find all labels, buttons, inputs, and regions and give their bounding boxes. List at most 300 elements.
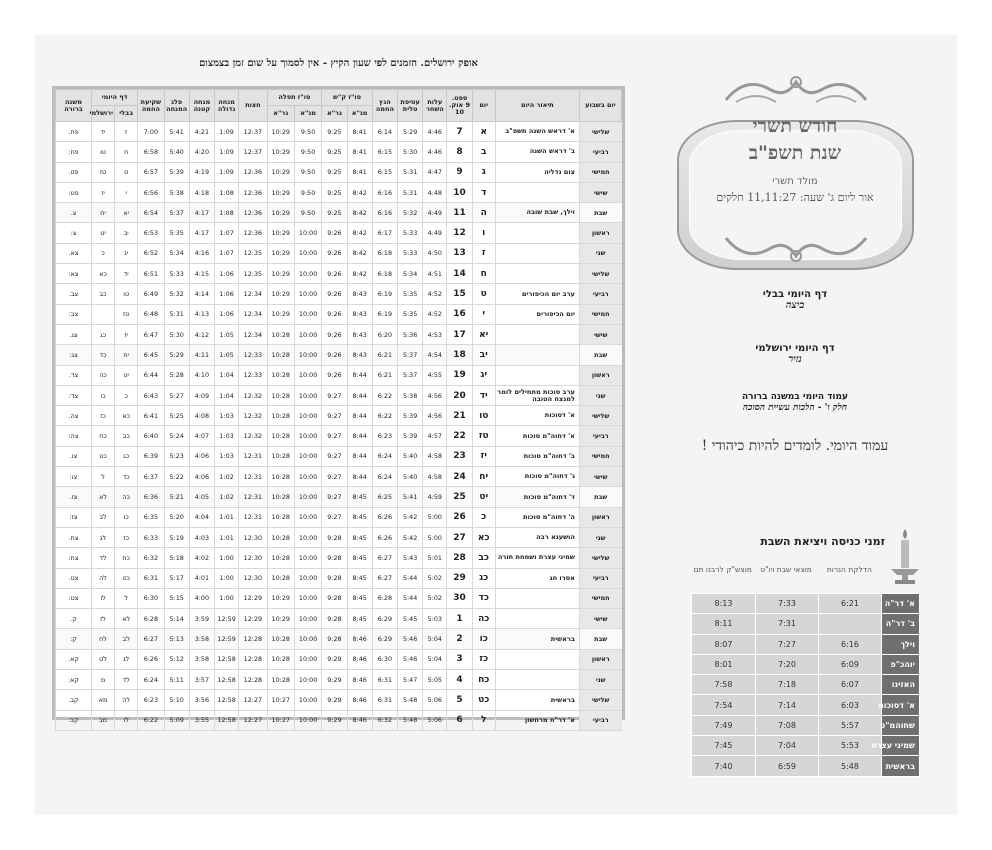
- header-tallit: עטיפת טלית: [398, 90, 423, 122]
- header-yerushalmi: ירושלמי: [91, 106, 114, 122]
- row-daf-yerushalmi: כח: [91, 426, 114, 446]
- row-shkia: 6:53: [138, 223, 164, 243]
- row-mincha-gedola: 1:09: [215, 122, 239, 142]
- row-chatzot: 12:31: [239, 446, 267, 466]
- row-hebrew-day: א: [472, 122, 495, 142]
- row-gregorian-day: 5: [447, 690, 472, 710]
- row-tallit: 5:41: [398, 487, 423, 507]
- row-mishna-berura: צד.: [56, 365, 92, 385]
- row-chatzot: 12:27: [239, 690, 267, 710]
- row-description: ערב סוכות מתחילים לומר למנצח הטובה: [495, 385, 579, 405]
- row-shema-mga: 8:46: [347, 670, 372, 690]
- table-row: [56, 548, 622, 568]
- row-tefila-mga: 10:00: [294, 710, 321, 730]
- shabbat-row: [692, 695, 920, 715]
- daf-bavli-value: ביצה: [785, 300, 805, 311]
- row-description: [495, 345, 579, 365]
- row-mincha-ketana: 4:17: [189, 203, 214, 223]
- row-alot: 5:05: [423, 670, 447, 690]
- daf-yerushalmi-title: דף היומי ירושלמי: [755, 343, 835, 354]
- shabbat-row-rt: 7:49: [692, 715, 756, 735]
- row-tefila-gra: 10:28: [267, 385, 294, 405]
- row-description: בראשית: [495, 629, 579, 649]
- row-plag: 5:20: [164, 507, 189, 527]
- row-gregorian-day: 4: [447, 670, 472, 690]
- row-mincha-ketana: 4:00: [189, 588, 214, 608]
- row-mincha-gedola: 1:07: [215, 243, 239, 263]
- row-mincha-ketana: 4:11: [189, 345, 214, 365]
- row-tallit: 5:42: [398, 507, 423, 527]
- shabbat-row-name: בראשית: [882, 756, 920, 776]
- row-shkia: 7:00: [138, 122, 164, 142]
- row-shema-gra: 9:27: [322, 406, 347, 426]
- row-daf-bavli: יג: [115, 243, 138, 263]
- shabbat-row-name: וילך: [882, 634, 920, 654]
- row-plag: 5:14: [164, 609, 189, 629]
- row-daf-bavli: ט: [115, 162, 138, 182]
- row-alot: 5:02: [423, 588, 447, 608]
- row-hanetz: 6:16: [372, 182, 397, 202]
- row-shema-mga: 8:46: [347, 649, 372, 669]
- row-tefila-mga: 10:00: [294, 426, 321, 446]
- row-gregorian-day: 3: [447, 649, 472, 669]
- row-daf-bavli: יט: [115, 365, 138, 385]
- row-daf-bavli: לו: [115, 710, 138, 730]
- row-daf-bavli: לה: [115, 690, 138, 710]
- row-mishna-berura: צח:: [56, 548, 92, 568]
- row-shema-gra: 9:27: [322, 426, 347, 446]
- row-shkia: 6:31: [138, 568, 164, 588]
- daf-bavli-title: דף היומי בבלי: [762, 289, 828, 300]
- row-mincha-ketana: 4:04: [189, 507, 214, 527]
- row-tefila-mga: 10:00: [294, 304, 321, 324]
- row-shkia: 6:54: [138, 203, 164, 223]
- row-description: [495, 324, 579, 344]
- row-shkia: 6:57: [138, 162, 164, 182]
- row-hebrew-day: יח: [472, 467, 495, 487]
- row-plag: 5:19: [164, 527, 189, 547]
- row-mincha-ketana: 4:08: [189, 406, 214, 426]
- row-chatzot: 12:32: [239, 426, 267, 446]
- row-shema-gra: 9:29: [322, 649, 347, 669]
- row-mishna-berura: צו:: [56, 467, 92, 487]
- row-mishna-berura: צב.: [56, 284, 92, 304]
- row-gregorian-day: 28: [447, 548, 472, 568]
- header-chatzot: חצות: [239, 90, 267, 122]
- row-gregorian-day: 26: [447, 507, 472, 527]
- row-shkia: 6:52: [138, 243, 164, 263]
- header-shema-group: סו"ז ק"ש: [322, 90, 372, 106]
- row-daf-bavli: יב: [115, 223, 138, 243]
- shabbat-row: [692, 594, 920, 614]
- row-tefila-gra: 10:29: [267, 162, 294, 182]
- row-day-of-week: רביעי: [579, 710, 621, 730]
- row-shkia: 6:44: [138, 365, 164, 385]
- shabbat-row-rt: 8:13: [692, 594, 756, 614]
- row-description: ג' דחוה"מ סוכות: [495, 467, 579, 487]
- row-tefila-mga: 10:00: [294, 467, 321, 487]
- row-mishna-berura: צ.: [56, 203, 92, 223]
- header-day-of-week: יום בשבוע: [579, 90, 621, 122]
- row-daf-yerushalmi: טז: [91, 162, 114, 182]
- row-mincha-gedola: 12:58: [215, 670, 239, 690]
- row-day-of-week: ראשון: [579, 223, 621, 243]
- shabbat-row-motzei: 7:33: [756, 594, 819, 614]
- row-tefila-gra: 10:28: [267, 568, 294, 588]
- row-hanetz: 6:26: [372, 507, 397, 527]
- row-chatzot: 12:32: [239, 406, 267, 426]
- table-row: [56, 203, 622, 223]
- row-tefila-mga: 10:00: [294, 527, 321, 547]
- shabbat-row-candles: 6:03: [819, 695, 882, 715]
- row-shkia: 6:45: [138, 345, 164, 365]
- row-mishna-berura: צג.: [56, 324, 92, 344]
- row-tefila-mga: 10:00: [294, 345, 321, 365]
- row-tefila-mga: 10:00: [294, 385, 321, 405]
- header-mincha-gedola: מנחה גדולה: [215, 90, 239, 122]
- row-daf-bavli: כב: [115, 426, 138, 446]
- row-tallit: 5:30: [398, 142, 423, 162]
- shabbat-row-motzei: 7:20: [756, 654, 819, 674]
- row-tefila-gra: 10:28: [267, 629, 294, 649]
- row-mincha-ketana: 4:17: [189, 223, 214, 243]
- row-chatzot: 12:36: [239, 223, 267, 243]
- row-tefila-gra: 10:29: [267, 284, 294, 304]
- row-mincha-ketana: 4:12: [189, 324, 214, 344]
- row-hebrew-day: כא: [472, 527, 495, 547]
- row-tefila-mga: 9:50: [294, 203, 321, 223]
- row-description: א' דחוה"מ סוכות: [495, 426, 579, 446]
- header-shema-mga: מג"א: [347, 106, 372, 122]
- row-day-of-week: רביעי: [579, 142, 621, 162]
- row-tallit: 5:44: [398, 568, 423, 588]
- table-row: [56, 690, 622, 710]
- row-daf-bavli: לד: [115, 670, 138, 690]
- row-day-of-week: שני: [579, 670, 621, 690]
- row-gregorian-day: 30: [447, 588, 472, 608]
- shabbat-row-candles: 6:09: [819, 654, 882, 674]
- row-tefila-mga: 10:00: [294, 690, 321, 710]
- row-mincha-ketana: 3:58: [189, 629, 214, 649]
- row-plag: 5:40: [164, 142, 189, 162]
- header-mincha-ketana: מנחה קטנה: [189, 90, 214, 122]
- row-mincha-gedola: 12:59: [215, 629, 239, 649]
- table-row: [56, 406, 622, 426]
- row-mishna-berura: קב.: [56, 690, 92, 710]
- row-plag: 5:11: [164, 670, 189, 690]
- row-day-of-week: שני: [579, 385, 621, 405]
- row-tallit: 5:46: [398, 649, 423, 669]
- row-chatzot: 12:33: [239, 345, 267, 365]
- year-title: שנת תשפ"ב: [748, 142, 842, 164]
- row-hanetz: 6:22: [372, 406, 397, 426]
- row-mincha-gedola: 1:05: [215, 345, 239, 365]
- row-tallit: 5:38: [398, 385, 423, 405]
- row-alot: 5:00: [423, 507, 447, 527]
- shabbat-row: [692, 634, 920, 654]
- row-tefila-gra: 10:28: [267, 345, 294, 365]
- row-mincha-ketana: 4:21: [189, 122, 214, 142]
- row-shkia: 6:28: [138, 609, 164, 629]
- row-hebrew-day: ב: [472, 142, 495, 162]
- row-chatzot: 12:34: [239, 324, 267, 344]
- row-shkia: 6:24: [138, 670, 164, 690]
- row-mincha-gedola: 1:01: [215, 507, 239, 527]
- row-tallit: 5:34: [398, 264, 423, 284]
- row-hebrew-day: ג: [472, 162, 495, 182]
- row-day-of-week: שישי: [579, 182, 621, 202]
- row-mishna-berura: צט:: [56, 588, 92, 608]
- row-shema-mga: 8:42: [347, 182, 372, 202]
- row-shema-mga: 8:45: [347, 487, 372, 507]
- row-tefila-gra: 10:28: [267, 365, 294, 385]
- row-hebrew-day: י: [472, 304, 495, 324]
- table-row: [56, 122, 622, 142]
- row-plag: 5:23: [164, 446, 189, 466]
- row-tefila-gra: 10:28: [267, 487, 294, 507]
- row-hebrew-day: ט: [472, 284, 495, 304]
- row-daf-yerushalmi: יז: [91, 182, 114, 202]
- row-daf-yerushalmi: יט: [91, 223, 114, 243]
- row-tefila-gra: 10:28: [267, 649, 294, 669]
- row-daf-bavli: כ: [115, 385, 138, 405]
- row-hanetz: 6:18: [372, 243, 397, 263]
- row-tefila-gra: 10:28: [267, 507, 294, 527]
- shabbat-row: [692, 715, 920, 735]
- row-chatzot: 12:27: [239, 710, 267, 730]
- row-plag: 5:10: [164, 690, 189, 710]
- row-day-of-week: שלישי: [579, 122, 621, 142]
- row-mishna-berura: צז:: [56, 507, 92, 527]
- row-tefila-gra: 10:29: [267, 182, 294, 202]
- table-row: [56, 629, 622, 649]
- header-shkia: שקיעת החמה: [138, 90, 164, 122]
- row-alot: 4:56: [423, 385, 447, 405]
- row-chatzot: 12:33: [239, 365, 267, 385]
- row-tefila-mga: 10:00: [294, 588, 321, 608]
- header-plag: פלג המנחה: [164, 90, 189, 122]
- row-mincha-gedola: 1:04: [215, 365, 239, 385]
- row-hebrew-day: ה: [472, 203, 495, 223]
- row-gregorian-day: 17: [447, 324, 472, 344]
- header-sept-oct: ספט. 9 אוק. 10: [447, 90, 472, 122]
- row-tefila-mga: 10:00: [294, 568, 321, 588]
- row-day-of-week: שני: [579, 527, 621, 547]
- row-shema-mga: 8:45: [347, 548, 372, 568]
- row-shema-gra: 9:26: [322, 243, 347, 263]
- row-chatzot: 12:29: [239, 588, 267, 608]
- table-row: [56, 649, 622, 669]
- row-hebrew-day: ו: [472, 223, 495, 243]
- header-daf-group: דף היומי: [91, 90, 137, 106]
- row-hebrew-day: כג: [472, 568, 495, 588]
- row-chatzot: 12:35: [239, 243, 267, 263]
- row-daf-yerushalmi: יד: [91, 122, 114, 142]
- row-plag: 5:29: [164, 345, 189, 365]
- row-daf-yerushalmi: לז: [91, 609, 114, 629]
- row-shkia: 6:23: [138, 690, 164, 710]
- row-shema-mga: 8:46: [347, 629, 372, 649]
- table-row: [56, 588, 622, 608]
- row-daf-yerushalmi: ל: [91, 467, 114, 487]
- row-gregorian-day: 21: [447, 406, 472, 426]
- row-description: ה' דחוה"מ סוכות: [495, 507, 579, 527]
- row-day-of-week: שישי: [579, 609, 621, 629]
- row-description: צום גדליה: [495, 162, 579, 182]
- row-chatzot: 12:29: [239, 609, 267, 629]
- row-tallit: 5:40: [398, 446, 423, 466]
- row-day-of-week: חמישי: [579, 446, 621, 466]
- row-shema-mga: 8:44: [347, 385, 372, 405]
- row-daf-yerushalmi: מב: [91, 710, 114, 730]
- molad-label: מולד תשרי: [772, 176, 818, 187]
- row-hebrew-day: ל: [472, 710, 495, 730]
- row-alot: 4:55: [423, 365, 447, 385]
- row-alot: 4:52: [423, 304, 447, 324]
- row-day-of-week: רביעי: [579, 426, 621, 446]
- row-mishna-berura: קב:: [56, 710, 92, 730]
- row-mincha-ketana: 4:20: [189, 142, 214, 162]
- row-day-of-week: שבת: [579, 203, 621, 223]
- row-shkia: 6:30: [138, 588, 164, 608]
- row-mishna-berura: צט.: [56, 568, 92, 588]
- row-plag: 5:27: [164, 385, 189, 405]
- row-tefila-mga: 10:00: [294, 670, 321, 690]
- table-row: [56, 284, 622, 304]
- amud-block: [664, 392, 926, 413]
- row-description: ב' דראש השנה: [495, 142, 579, 162]
- row-hebrew-day: יז: [472, 446, 495, 466]
- row-hanetz: 6:20: [372, 324, 397, 344]
- row-shkia: 6:56: [138, 182, 164, 202]
- row-tallit: 5:33: [398, 243, 423, 263]
- row-tefila-gra: 10:29: [267, 609, 294, 629]
- row-shema-gra: 9:27: [322, 385, 347, 405]
- row-daf-bavli: כז: [115, 527, 138, 547]
- row-daf-yerushalmi: כא: [91, 264, 114, 284]
- row-mincha-gedola: 1:04: [215, 385, 239, 405]
- row-hanetz: 6:31: [372, 690, 397, 710]
- row-shema-gra: 9:28: [322, 527, 347, 547]
- row-mincha-gedola: 1:03: [215, 446, 239, 466]
- row-hanetz: 6:16: [372, 203, 397, 223]
- row-mishna-berura: צג:: [56, 345, 92, 365]
- shabbat-row-candles: [819, 614, 882, 634]
- shabbat-row: [692, 614, 920, 634]
- row-daf-bavli: לא: [115, 609, 138, 629]
- row-daf-bavli: כג: [115, 446, 138, 466]
- table-row: [56, 324, 622, 344]
- shabbat-header-row: [691, 565, 881, 593]
- row-tefila-mga: 9:50: [294, 182, 321, 202]
- row-plag: 5:39: [164, 162, 189, 182]
- row-shema-mga: 8:42: [347, 264, 372, 284]
- row-mincha-ketana: 4:06: [189, 446, 214, 466]
- header-bavli: בבלי: [115, 106, 138, 122]
- row-description: [495, 588, 579, 608]
- shabbat-row-motzei: 7:18: [756, 675, 819, 695]
- row-alot: 4:52: [423, 284, 447, 304]
- row-shkia: 6:26: [138, 649, 164, 669]
- row-shema-mga: 8:45: [347, 527, 372, 547]
- row-gregorian-day: 16: [447, 304, 472, 324]
- row-mincha-ketana: 3:57: [189, 670, 214, 690]
- table-row: [56, 345, 622, 365]
- row-description: א' דר"ח מרחשון: [495, 710, 579, 730]
- shabbat-row-candles: 6:16: [819, 634, 882, 654]
- shabbat-col-rt: מוצש"ק לרבנו תם: [693, 565, 752, 574]
- row-mincha-ketana: 4:05: [189, 487, 214, 507]
- row-mishna-berura: ק:: [56, 629, 92, 649]
- row-plag: 5:22: [164, 467, 189, 487]
- row-shema-mga: 8:46: [347, 690, 372, 710]
- row-day-of-week: שני: [579, 243, 621, 263]
- row-shema-gra: 9:26: [322, 345, 347, 365]
- row-hanetz: 6:15: [372, 142, 397, 162]
- row-description: שמיני עצרת ושמחת תורה: [495, 548, 579, 568]
- row-mishna-berura: צא.: [56, 243, 92, 263]
- row-mincha-gedola: 1:05: [215, 324, 239, 344]
- row-tallit: 5:48: [398, 690, 423, 710]
- row-chatzot: 12:35: [239, 264, 267, 284]
- row-chatzot: 12:32: [239, 385, 267, 405]
- row-plag: 5:12: [164, 649, 189, 669]
- shabbat-row-rt: 7:58: [692, 675, 756, 695]
- candle-icon: [887, 527, 923, 585]
- row-tallit: 5:35: [398, 284, 423, 304]
- row-gregorian-day: 8: [447, 142, 472, 162]
- table-row: [56, 527, 622, 547]
- row-mincha-gedola: 1:00: [215, 548, 239, 568]
- row-tefila-mga: 10:00: [294, 629, 321, 649]
- table-row: [56, 487, 622, 507]
- row-mincha-ketana: 4:16: [189, 243, 214, 263]
- row-alot: 4:46: [423, 122, 447, 142]
- row-day-of-week: שבת: [579, 487, 621, 507]
- shabbat-row-rt: 8:07: [692, 634, 756, 654]
- row-mishna-berura: פח.: [56, 122, 92, 142]
- row-mincha-gedola: 12:58: [215, 649, 239, 669]
- row-gregorian-day: 9: [447, 162, 472, 182]
- table-row: [56, 609, 622, 629]
- row-hanetz: 6:23: [372, 426, 397, 446]
- row-shema-gra: 9:25: [322, 142, 347, 162]
- row-chatzot: 12:37: [239, 122, 267, 142]
- row-gregorian-day: 11: [447, 203, 472, 223]
- header-alot: עלות השחר: [423, 90, 447, 122]
- shabbat-row-rt: 8:01: [692, 654, 756, 674]
- row-tallit: 5:44: [398, 588, 423, 608]
- row-chatzot: 12:34: [239, 304, 267, 324]
- row-tefila-mga: 10:00: [294, 649, 321, 669]
- row-tefila-gra: 10:28: [267, 527, 294, 547]
- row-hanetz: 6:25: [372, 487, 397, 507]
- row-tallit: 5:46: [398, 629, 423, 649]
- table-row: [56, 467, 622, 487]
- table-row: [56, 223, 622, 243]
- row-hanetz: 6:30: [372, 649, 397, 669]
- row-plag: 5:28: [164, 365, 189, 385]
- table-row: [56, 385, 622, 405]
- row-alot: 4:47: [423, 162, 447, 182]
- row-shema-gra: 9:29: [322, 710, 347, 730]
- row-chatzot: 12:28: [239, 629, 267, 649]
- row-shkia: 6:47: [138, 324, 164, 344]
- row-alot: 4:58: [423, 467, 447, 487]
- row-shkia: 6:37: [138, 467, 164, 487]
- row-shema-mga: 8:43: [347, 284, 372, 304]
- row-mincha-gedola: 12:58: [215, 710, 239, 730]
